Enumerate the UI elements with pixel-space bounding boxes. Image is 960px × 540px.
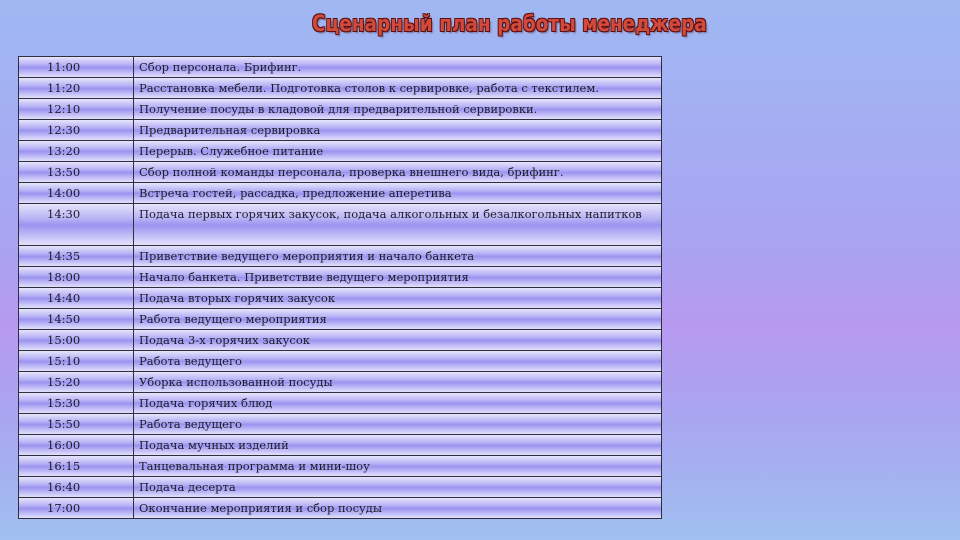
time-cell: 14:35 xyxy=(19,246,134,267)
time-cell: 15:10 xyxy=(19,351,134,372)
time-cell: 12:30 xyxy=(19,120,134,141)
schedule-table xyxy=(18,56,662,519)
slide-title: Сценарный план работы менеджера xyxy=(312,12,707,37)
table-row xyxy=(19,183,662,204)
table-row xyxy=(19,267,662,288)
time-cell: 14:30 xyxy=(19,204,134,246)
time-cell: 16:15 xyxy=(19,456,134,477)
time-cell: 15:20 xyxy=(19,372,134,393)
table-row xyxy=(19,309,662,330)
time-cell: 16:40 xyxy=(19,477,134,498)
time-cell: 18:00 xyxy=(19,267,134,288)
task-cell: Танцевальная программа и мини-шоу xyxy=(134,456,662,477)
task-cell: Начало банкета. Приветствие ведущего мероприятия xyxy=(134,267,662,288)
table-row xyxy=(19,204,662,246)
task-cell: Работа ведущего xyxy=(134,351,662,372)
task-cell: Уборка использованной посуды xyxy=(134,372,662,393)
task-cell: Подача 3-х горячих закусок xyxy=(134,330,662,351)
table-row xyxy=(19,498,662,519)
task-cell: Работа ведущего мероприятия xyxy=(134,309,662,330)
task-cell: Подача горячих блюд xyxy=(134,393,662,414)
task-cell: Расстановка мебели. Подготовка столов к сервировке, работа с текстилем. xyxy=(134,78,662,99)
table-row xyxy=(19,288,662,309)
time-cell: 11:20 xyxy=(19,78,134,99)
task-cell: Перерыв. Служебное питание xyxy=(134,141,662,162)
task-cell: Приветствие ведущего мероприятия и начало банкета xyxy=(134,246,662,267)
table-row xyxy=(19,57,662,78)
time-cell: 14:40 xyxy=(19,288,134,309)
time-cell: 14:00 xyxy=(19,183,134,204)
table-row xyxy=(19,456,662,477)
time-cell: 15:00 xyxy=(19,330,134,351)
task-cell: Получение посуды в кладовой для предварительной сервировки. xyxy=(134,99,662,120)
time-cell: 16:00 xyxy=(19,435,134,456)
time-cell: 15:50 xyxy=(19,414,134,435)
time-cell: 13:50 xyxy=(19,162,134,183)
task-cell: Подача мучных изделий xyxy=(134,435,662,456)
table-row xyxy=(19,477,662,498)
time-cell: 12:10 xyxy=(19,99,134,120)
task-cell: Подача первых горячих закусок, подача алкогольных и безалкогольных напитков xyxy=(134,204,662,246)
task-cell: Предварительная сервировка xyxy=(134,120,662,141)
table-row xyxy=(19,99,662,120)
table-row xyxy=(19,120,662,141)
task-cell: Сбор полной команды персонала, проверка внешнего вида, брифинг. xyxy=(134,162,662,183)
table-row xyxy=(19,330,662,351)
time-cell: 14:50 xyxy=(19,309,134,330)
time-cell: 11:00 xyxy=(19,57,134,78)
table-row xyxy=(19,162,662,183)
task-cell: Встреча гостей, рассадка, предложение аперетива xyxy=(134,183,662,204)
task-cell: Окончание мероприятия и сбор посуды xyxy=(134,498,662,519)
table-row xyxy=(19,351,662,372)
table-row xyxy=(19,372,662,393)
table-row xyxy=(19,435,662,456)
time-cell: 17:00 xyxy=(19,498,134,519)
table-row xyxy=(19,78,662,99)
task-cell: Подача вторых горячих закусок xyxy=(134,288,662,309)
table-row xyxy=(19,393,662,414)
table-row xyxy=(19,141,662,162)
time-cell: 15:30 xyxy=(19,393,134,414)
task-cell: Сбор персонала. Брифинг. xyxy=(134,57,662,78)
time-cell: 13:20 xyxy=(19,141,134,162)
task-cell: Работа ведущего xyxy=(134,414,662,435)
table-row xyxy=(19,414,662,435)
table-row xyxy=(19,246,662,267)
task-cell: Подача десерта xyxy=(134,477,662,498)
